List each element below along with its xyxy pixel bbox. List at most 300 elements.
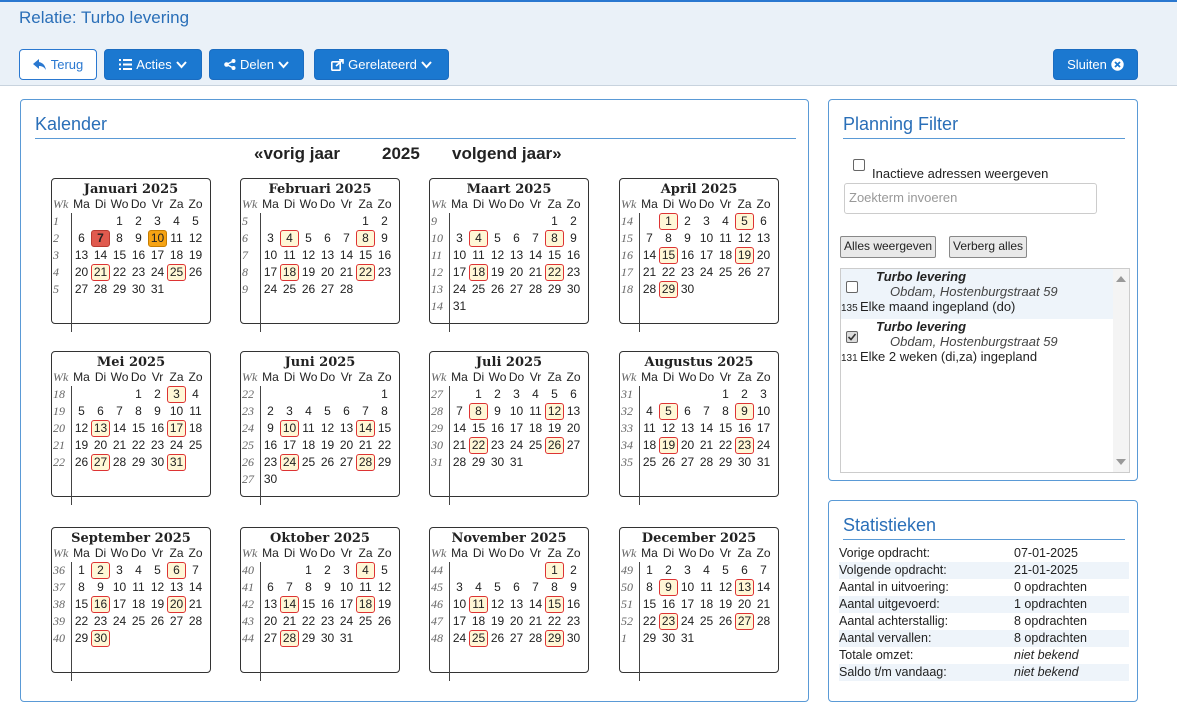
search-input[interactable]: Zoekterm invoeren — [844, 183, 1097, 214]
day-cell[interactable]: 28 — [699, 455, 714, 469]
day-cell-planned[interactable]: 18 — [356, 596, 375, 613]
day-cell[interactable]: 15 — [358, 248, 373, 262]
day-cell[interactable]: 12 — [490, 597, 505, 611]
day-cell[interactable]: 15 — [377, 421, 392, 435]
day-cell[interactable]: 30 — [131, 282, 146, 296]
day-cell[interactable]: 24 — [169, 438, 184, 452]
day-cell[interactable]: 23 — [131, 265, 146, 279]
day-cell[interactable]: 17 — [150, 248, 165, 262]
day-cell[interactable]: 31 — [680, 631, 695, 645]
day-cell[interactable]: 25 — [358, 614, 373, 628]
day-cell[interactable]: 12 — [301, 248, 316, 262]
day-cell-planned[interactable]: 24 — [280, 454, 299, 471]
day-cell[interactable]: 25 — [718, 265, 733, 279]
day-cell[interactable]: 21 — [282, 614, 297, 628]
day-cell[interactable]: 25 — [699, 614, 714, 628]
day-cell[interactable]: 30 — [566, 631, 581, 645]
day-cell[interactable]: 6 — [324, 231, 331, 245]
day-cell[interactable]: 21 — [358, 438, 373, 452]
day-cell[interactable]: 5 — [192, 214, 199, 228]
day-cell[interactable]: 7 — [760, 563, 767, 577]
day-cell[interactable]: 10 — [509, 404, 524, 418]
day-cell-planned[interactable]: 21 — [91, 264, 110, 281]
day-cell[interactable]: 25 — [131, 614, 146, 628]
day-cell[interactable]: 14 — [93, 248, 108, 262]
day-cell[interactable]: 17 — [680, 597, 695, 611]
day-cell[interactable]: 26 — [490, 631, 505, 645]
day-cell[interactable]: 3 — [760, 387, 767, 401]
day-cell[interactable]: 29 — [718, 455, 733, 469]
day-cell[interactable]: 5 — [722, 563, 729, 577]
day-cell-planned[interactable]: 3 — [167, 386, 186, 403]
day-cell[interactable]: 9 — [324, 580, 331, 594]
day-cell[interactable]: 21 — [528, 614, 543, 628]
day-cell[interactable]: 10 — [756, 404, 771, 418]
day-cell[interactable]: 18 — [699, 597, 714, 611]
day-cell[interactable]: 15 — [547, 248, 562, 262]
day-cell[interactable]: 4 — [135, 563, 142, 577]
show-all-button[interactable]: Alles weergeven — [840, 236, 936, 258]
day-cell[interactable]: 16 — [566, 248, 581, 262]
day-cell[interactable]: 23 — [377, 265, 392, 279]
day-cell[interactable]: 31 — [452, 299, 467, 313]
day-cell-planned[interactable]: 19 — [659, 437, 678, 454]
day-cell[interactable]: 27 — [509, 631, 524, 645]
day-cell[interactable]: 17 — [756, 421, 771, 435]
day-cell[interactable]: 7 — [192, 563, 199, 577]
day-cell[interactable]: 22 — [718, 438, 733, 452]
day-cell[interactable]: 24 — [263, 282, 278, 296]
day-cell[interactable]: 3 — [513, 387, 520, 401]
day-cell-planned[interactable]: 22 — [469, 437, 488, 454]
day-cell[interactable]: 20 — [756, 248, 771, 262]
day-cell[interactable]: 4 — [192, 387, 199, 401]
day-cell[interactable]: 19 — [490, 265, 505, 279]
day-cell-planned[interactable]: 4 — [356, 562, 375, 579]
day-cell[interactable]: 17 — [452, 614, 467, 628]
day-cell[interactable]: 21 — [339, 265, 354, 279]
day-cell[interactable]: 4 — [305, 404, 312, 418]
day-cell[interactable]: 30 — [150, 455, 165, 469]
day-cell[interactable]: 2 — [741, 387, 748, 401]
back-button[interactable] — [19, 49, 97, 80]
day-cell[interactable]: 17 — [263, 265, 278, 279]
day-cell[interactable]: 5 — [324, 404, 331, 418]
day-cell[interactable]: 5 — [551, 387, 558, 401]
day-cell[interactable]: 1 — [362, 214, 369, 228]
day-cell[interactable]: 10 — [452, 597, 467, 611]
day-cell[interactable]: 27 — [509, 282, 524, 296]
day-cell[interactable]: 1 — [381, 387, 388, 401]
day-cell[interactable]: 25 — [528, 438, 543, 452]
day-cell[interactable]: 23 — [490, 438, 505, 452]
day-cell[interactable]: 18 — [718, 248, 733, 262]
day-cell[interactable]: 6 — [97, 404, 104, 418]
day-cell[interactable]: 19 — [547, 421, 562, 435]
day-cell[interactable]: 7 — [362, 404, 369, 418]
day-cell[interactable]: 12 — [737, 231, 752, 245]
day-cell-planned[interactable]: 23 — [659, 613, 678, 630]
day-cell[interactable]: 9 — [684, 231, 691, 245]
day-cell[interactable]: 3 — [116, 563, 123, 577]
day-cell[interactable]: 23 — [93, 614, 108, 628]
day-cell[interactable]: 7 — [532, 580, 539, 594]
day-cell[interactable]: 6 — [78, 231, 85, 245]
day-cell[interactable]: 14 — [642, 248, 657, 262]
day-cell[interactable]: 18 — [471, 614, 486, 628]
day-cell-planned[interactable]: 28 — [280, 630, 299, 647]
day-cell[interactable]: 26 — [490, 282, 505, 296]
day-cell[interactable]: 12 — [320, 421, 335, 435]
day-cell[interactable]: 20 — [737, 597, 752, 611]
day-cell[interactable]: 8 — [305, 580, 312, 594]
day-cell[interactable]: 14 — [112, 421, 127, 435]
day-cell[interactable]: 22 — [112, 265, 127, 279]
day-cell[interactable]: 1 — [722, 387, 729, 401]
day-cell[interactable]: 25 — [642, 455, 657, 469]
day-cell[interactable]: 31 — [339, 631, 354, 645]
day-cell[interactable]: 8 — [381, 404, 388, 418]
related-button[interactable] — [314, 49, 449, 80]
day-cell[interactable]: 23 — [320, 614, 335, 628]
day-cell[interactable]: 22 — [131, 438, 146, 452]
day-cell-planned[interactable]: 14 — [356, 420, 375, 437]
list-item-checkbox-checked[interactable] — [846, 331, 858, 343]
day-cell[interactable]: 16 — [737, 421, 752, 435]
day-cell[interactable]: 26 — [150, 614, 165, 628]
day-cell[interactable]: 10 — [452, 248, 467, 262]
day-cell[interactable]: 11 — [132, 580, 145, 594]
day-cell[interactable]: 27 — [320, 282, 335, 296]
day-cell[interactable]: 19 — [301, 265, 316, 279]
day-cell-planned[interactable]: 25 — [469, 630, 488, 647]
day-cell[interactable]: 19 — [150, 597, 165, 611]
day-cell[interactable]: 8 — [551, 580, 558, 594]
day-cell[interactable]: 9 — [570, 231, 577, 245]
day-cell-planned[interactable]: 11 — [469, 596, 488, 613]
day-cell[interactable]: 2 — [570, 563, 577, 577]
day-cell[interactable]: 3 — [703, 214, 710, 228]
day-cell[interactable]: 28 — [642, 282, 657, 296]
day-cell-planned[interactable]: 23 — [735, 437, 754, 454]
day-cell[interactable]: 14 — [699, 421, 714, 435]
day-cell[interactable]: 6 — [513, 231, 520, 245]
day-cell[interactable]: 28 — [756, 614, 771, 628]
day-cell[interactable]: 1 — [305, 563, 312, 577]
day-cell[interactable]: 20 — [93, 438, 108, 452]
day-cell-planned[interactable]: 30 — [91, 630, 110, 647]
day-cell-planned[interactable]: 19 — [735, 247, 754, 264]
day-cell[interactable]: 20 — [339, 438, 354, 452]
day-cell[interactable]: 27 — [263, 631, 278, 645]
day-cell[interactable]: 3 — [286, 404, 293, 418]
day-cell[interactable]: 31 — [756, 455, 771, 469]
day-cell[interactable]: 24 — [680, 614, 695, 628]
day-cell[interactable]: 31 — [509, 455, 524, 469]
day-cell[interactable]: 24 — [452, 282, 467, 296]
day-cell[interactable]: 7 — [532, 231, 539, 245]
day-cell[interactable]: 4 — [532, 387, 539, 401]
day-cell[interactable]: 12 — [188, 231, 203, 245]
day-cell-planned[interactable]: 25 — [167, 264, 186, 281]
day-cell[interactable]: 18 — [528, 421, 543, 435]
day-cell[interactable]: 29 — [112, 282, 127, 296]
day-cell[interactable]: 20 — [509, 614, 524, 628]
day-cell[interactable]: 23 — [566, 265, 581, 279]
day-cell-planned[interactable]: 8 — [469, 403, 488, 420]
day-cell[interactable]: 28 — [452, 455, 467, 469]
day-cell[interactable]: 29 — [74, 631, 89, 645]
actions-button[interactable] — [104, 49, 202, 80]
day-cell-planned[interactable]: 13 — [91, 420, 110, 437]
day-cell[interactable]: 18 — [188, 421, 203, 435]
day-cell[interactable]: 9 — [494, 404, 501, 418]
day-cell[interactable]: 16 — [661, 597, 676, 611]
day-cell[interactable]: 8 — [722, 404, 729, 418]
day-cell[interactable]: 17 — [282, 438, 297, 452]
day-cell[interactable]: 31 — [150, 282, 165, 296]
day-cell-planned[interactable]: 8 — [356, 230, 375, 247]
day-cell[interactable]: 7 — [286, 580, 293, 594]
day-cell-planned[interactable]: 2 — [91, 562, 110, 579]
day-cell[interactable]: 27 — [74, 282, 89, 296]
day-cell[interactable]: 19 — [718, 597, 733, 611]
day-cell[interactable]: 11 — [529, 404, 542, 418]
day-cell[interactable]: 16 — [680, 248, 695, 262]
day-cell[interactable]: 24 — [112, 614, 127, 628]
day-cell[interactable]: 29 — [471, 455, 486, 469]
day-cell[interactable]: 6 — [741, 563, 748, 577]
day-cell[interactable]: 16 — [263, 438, 278, 452]
day-cell[interactable]: 16 — [320, 597, 335, 611]
day-cell[interactable]: 26 — [320, 455, 335, 469]
day-cell[interactable]: 6 — [684, 404, 691, 418]
day-cell[interactable]: 24 — [699, 265, 714, 279]
day-cell[interactable]: 5 — [381, 563, 388, 577]
day-cell[interactable]: 13 — [169, 580, 184, 594]
day-cell[interactable]: 12 — [490, 248, 505, 262]
day-cell[interactable]: 14 — [756, 580, 771, 594]
day-cell-planned[interactable]: 9 — [735, 403, 754, 420]
day-cell[interactable]: 18 — [642, 438, 657, 452]
day-cell[interactable]: 13 — [680, 421, 695, 435]
scroll-up-icon[interactable] — [1116, 276, 1126, 282]
day-cell[interactable]: 15 — [718, 421, 733, 435]
day-cell[interactable]: 8 — [78, 580, 85, 594]
share-button[interactable] — [209, 49, 304, 80]
day-cell[interactable]: 30 — [661, 631, 676, 645]
day-cell[interactable]: 2 — [684, 214, 691, 228]
day-cell[interactable]: 22 — [74, 614, 89, 628]
day-cell[interactable]: 21 — [528, 265, 543, 279]
inactive-addresses-checkbox[interactable] — [853, 159, 865, 171]
previous-year-link[interactable]: «vorig jaar — [254, 144, 340, 163]
day-cell-planned[interactable]: 20 — [167, 596, 186, 613]
day-cell[interactable]: 22 — [301, 614, 316, 628]
day-cell[interactable]: 10 — [339, 580, 354, 594]
day-cell[interactable]: 4 — [703, 563, 710, 577]
day-cell[interactable]: 17 — [452, 265, 467, 279]
day-cell[interactable]: 28 — [528, 631, 543, 645]
day-cell-planned[interactable]: 9 — [659, 579, 678, 596]
day-cell[interactable]: 21 — [112, 438, 127, 452]
day-cell[interactable]: 23 — [150, 438, 165, 452]
day-cell[interactable]: 19 — [188, 248, 203, 262]
day-cell-planned[interactable]: 16 — [91, 596, 110, 613]
day-cell[interactable]: 2 — [324, 563, 331, 577]
list-scrollbar[interactable] — [1113, 269, 1129, 472]
day-cell[interactable]: 4 — [646, 404, 653, 418]
day-cell[interactable]: 2 — [665, 563, 672, 577]
hide-all-button[interactable]: Verberg alles — [949, 236, 1027, 258]
day-cell-planned[interactable]: 4 — [469, 230, 488, 247]
day-cell[interactable]: 20 — [680, 438, 695, 452]
day-cell[interactable]: 21 — [756, 597, 771, 611]
day-cell[interactable]: 5 — [78, 404, 85, 418]
day-cell[interactable]: 11 — [170, 231, 183, 245]
day-cell[interactable]: 8 — [135, 404, 142, 418]
day-cell-planned[interactable]: 29 — [659, 281, 678, 298]
day-cell-planned[interactable]: 18 — [280, 264, 299, 281]
day-cell-planned[interactable]: 26 — [545, 437, 564, 454]
day-cell[interactable]: 27 — [566, 438, 581, 452]
day-cell[interactable]: 11 — [359, 580, 372, 594]
day-cell[interactable]: 21 — [452, 438, 467, 452]
day-cell-planned[interactable]: 29 — [545, 630, 564, 647]
day-cell[interactable]: 27 — [339, 455, 354, 469]
day-cell[interactable]: 9 — [135, 231, 142, 245]
close-button[interactable] — [1053, 49, 1138, 80]
day-cell[interactable]: 30 — [680, 282, 695, 296]
day-cell[interactable]: 2 — [494, 387, 501, 401]
day-cell[interactable]: 9 — [381, 231, 388, 245]
day-cell[interactable]: 1 — [646, 563, 653, 577]
day-cell[interactable]: 26 — [737, 265, 752, 279]
day-cell[interactable]: 17 — [699, 248, 714, 262]
day-cell[interactable]: 1 — [116, 214, 123, 228]
day-cell[interactable]: 13 — [320, 248, 335, 262]
day-cell[interactable]: 13 — [756, 231, 771, 245]
day-cell[interactable]: 28 — [528, 282, 543, 296]
day-cell[interactable]: 14 — [528, 597, 543, 611]
day-cell[interactable]: 18 — [169, 248, 184, 262]
day-cell-last-order[interactable]: 7 — [91, 230, 110, 247]
day-cell[interactable]: 7 — [646, 231, 653, 245]
day-cell[interactable]: 3 — [267, 231, 274, 245]
day-cell[interactable]: 13 — [509, 248, 524, 262]
day-cell[interactable]: 29 — [131, 455, 146, 469]
day-cell[interactable]: 21 — [642, 265, 657, 279]
day-cell[interactable]: 16 — [490, 421, 505, 435]
day-cell[interactable]: 6 — [513, 580, 520, 594]
day-cell[interactable]: 15 — [74, 597, 89, 611]
day-cell[interactable]: 23 — [680, 265, 695, 279]
day-cell[interactable]: 15 — [471, 421, 486, 435]
day-cell[interactable]: 12 — [74, 421, 89, 435]
day-cell[interactable]: 30 — [320, 631, 335, 645]
day-cell[interactable]: 26 — [718, 614, 733, 628]
list-item[interactable] — [841, 269, 1114, 319]
day-cell-planned[interactable]: 28 — [356, 454, 375, 471]
day-cell-planned[interactable]: 8 — [545, 230, 564, 247]
day-cell[interactable]: 20 — [74, 265, 89, 279]
day-cell[interactable]: 24 — [756, 438, 771, 452]
day-cell-planned[interactable]: 12 — [545, 403, 564, 420]
list-item[interactable] — [841, 319, 1114, 369]
day-cell[interactable]: 4 — [475, 580, 482, 594]
scroll-down-icon[interactable] — [1116, 459, 1126, 465]
day-cell[interactable]: 14 — [339, 248, 354, 262]
day-cell[interactable]: 2 — [267, 404, 274, 418]
day-cell[interactable]: 12 — [661, 421, 676, 435]
day-cell[interactable]: 13 — [339, 421, 354, 435]
day-cell[interactable]: 19 — [490, 614, 505, 628]
day-cell[interactable]: 30 — [263, 472, 278, 486]
day-cell[interactable]: 6 — [267, 580, 274, 594]
day-cell[interactable]: 5 — [494, 231, 501, 245]
day-cell[interactable]: 6 — [343, 404, 350, 418]
day-cell[interactable]: 13 — [566, 404, 581, 418]
day-cell[interactable]: 18 — [131, 597, 146, 611]
day-cell[interactable]: 9 — [97, 580, 104, 594]
day-cell-planned[interactable]: 4 — [280, 230, 299, 247]
day-cell[interactable]: 15 — [131, 421, 146, 435]
day-cell[interactable]: 10 — [169, 404, 184, 418]
day-cell-planned[interactable]: 5 — [735, 213, 754, 230]
day-cell-planned[interactable]: 22 — [356, 264, 375, 281]
day-cell[interactable]: 8 — [116, 231, 123, 245]
day-cell[interactable]: 16 — [377, 248, 392, 262]
day-cell-planned[interactable]: 15 — [659, 247, 678, 264]
day-cell[interactable]: 6 — [570, 387, 577, 401]
day-cell[interactable]: 24 — [339, 614, 354, 628]
day-cell[interactable]: 27 — [756, 265, 771, 279]
day-cell[interactable]: 5 — [154, 563, 161, 577]
day-cell[interactable]: 12 — [377, 580, 392, 594]
day-cell[interactable]: 24 — [150, 265, 165, 279]
day-cell-planned[interactable]: 27 — [735, 613, 754, 630]
day-cell[interactable]: 1 — [475, 387, 482, 401]
day-cell[interactable]: 10 — [699, 231, 714, 245]
day-cell[interactable]: 16 — [131, 248, 146, 262]
day-cell[interactable]: 19 — [320, 438, 335, 452]
day-cell[interactable]: 23 — [566, 614, 581, 628]
day-cell[interactable]: 28 — [112, 455, 127, 469]
day-cell[interactable]: 25 — [301, 455, 316, 469]
day-cell[interactable]: 16 — [566, 597, 581, 611]
day-cell[interactable]: 26 — [661, 455, 676, 469]
day-cell[interactable]: 20 — [263, 614, 278, 628]
day-cell[interactable]: 22 — [377, 438, 392, 452]
day-cell[interactable]: 12 — [150, 580, 165, 594]
day-cell[interactable]: 3 — [343, 563, 350, 577]
day-cell[interactable]: 13 — [263, 597, 278, 611]
day-cell[interactable]: 29 — [377, 455, 392, 469]
day-cell[interactable]: 10 — [263, 248, 278, 262]
day-cell[interactable]: 30 — [490, 455, 505, 469]
day-cell[interactable]: 15 — [642, 597, 657, 611]
day-cell[interactable]: 7 — [456, 404, 463, 418]
day-cell[interactable]: 2 — [154, 387, 161, 401]
day-cell[interactable]: 4 — [722, 214, 729, 228]
day-cell[interactable]: 14 — [528, 248, 543, 262]
day-cell[interactable]: 11 — [472, 248, 485, 262]
day-cell[interactable]: 5 — [494, 580, 501, 594]
day-cell[interactable]: 29 — [642, 631, 657, 645]
day-cell[interactable]: 27 — [169, 614, 184, 628]
day-cell[interactable]: 11 — [700, 580, 713, 594]
address-list[interactable] — [840, 268, 1130, 473]
